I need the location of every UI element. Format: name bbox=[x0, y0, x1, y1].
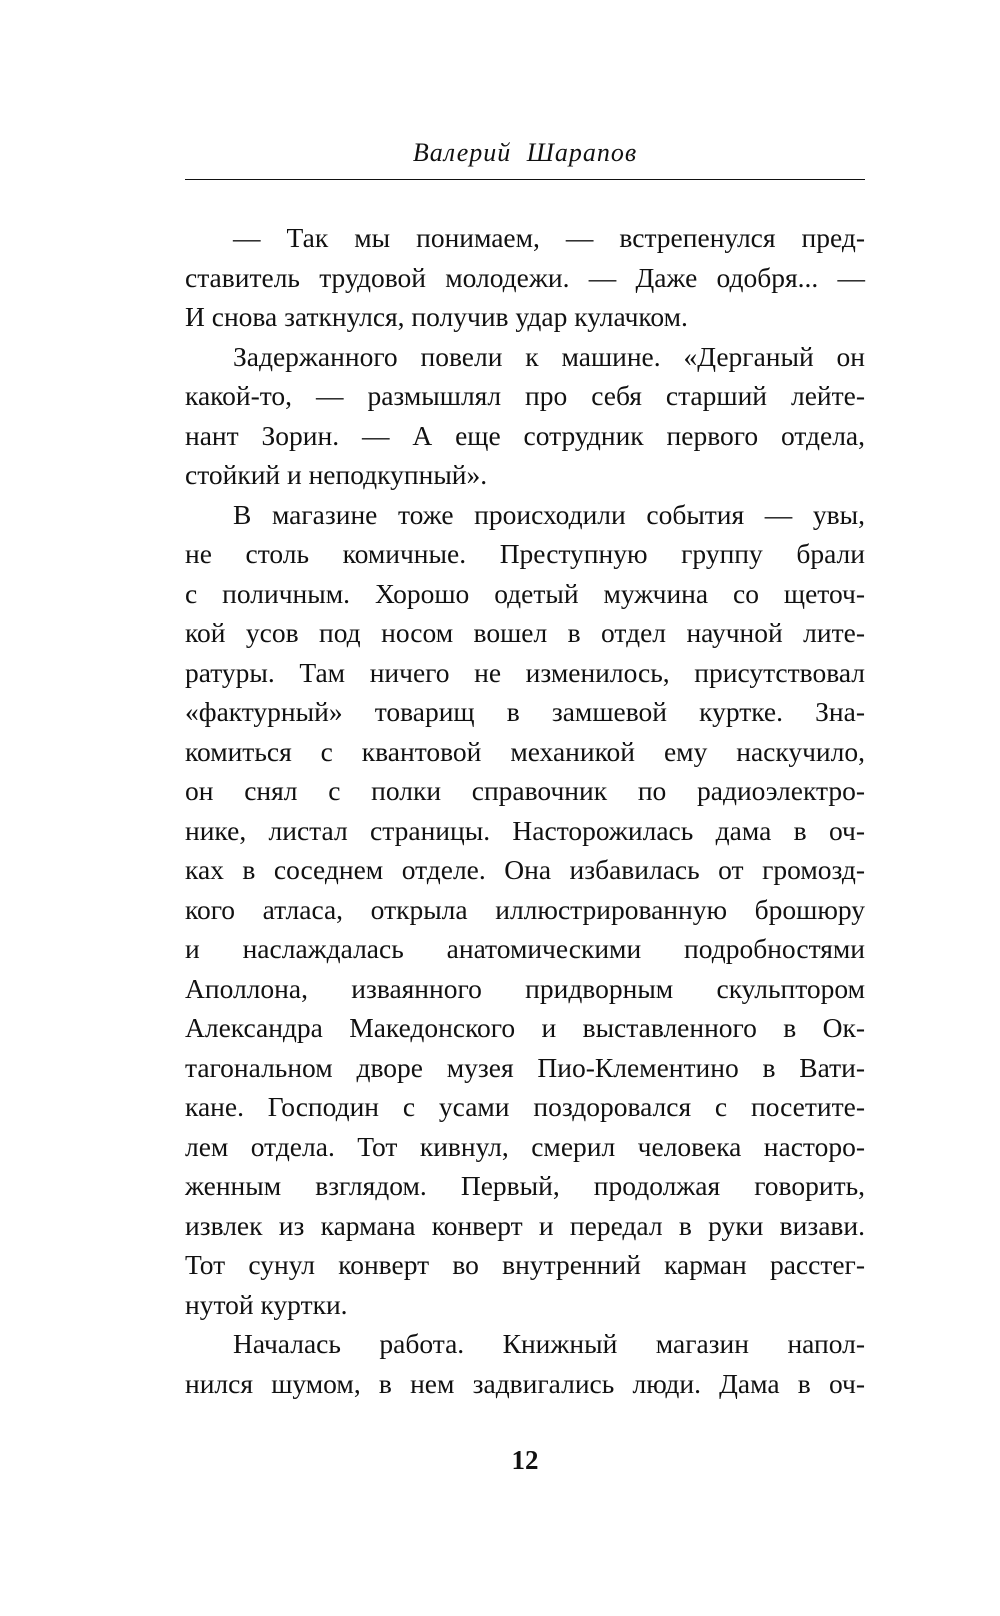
text-line: Задержанного повели к машине. «Дерганый он bbox=[233, 340, 865, 372]
text-line: кого атласа, открыла иллюстрированную брошюру bbox=[185, 893, 865, 925]
text-line: нутой куртки. bbox=[185, 1288, 348, 1320]
text-line: Началась работа. Книжный магазин напол- bbox=[233, 1328, 865, 1359]
text-line: комиться с квантовой механикой ему наскучило, bbox=[185, 735, 865, 767]
text-line: и наслаждалась анатомическими подробностями bbox=[185, 933, 865, 964]
text-line: Александра Македонского и выставленного в Ок- bbox=[185, 1012, 865, 1043]
text-line: ках в соседнем отделе. Она избавилась от громозд- bbox=[185, 854, 865, 885]
text-line: нике, листал страницы. Насторожилась дама в оч- bbox=[185, 814, 865, 846]
page-number: 12 bbox=[511, 1445, 539, 1475]
text-line: нант Зорин. — А еще сотрудник первого отдела, bbox=[185, 419, 865, 451]
text-line: не столь комичные. Преступную группу брали bbox=[185, 538, 865, 569]
text-line: извлек из кармана конверт и передал в руки визави. bbox=[185, 1209, 865, 1241]
text-line: «фактурный» товарищ в замшевой куртке. Зна- bbox=[185, 696, 865, 727]
text-line: ставитель трудовой молодежи. — Даже одобря... — bbox=[185, 261, 865, 293]
paragraph bbox=[185, 218, 865, 337]
body-text bbox=[185, 218, 865, 1403]
paragraph bbox=[185, 495, 865, 1325]
text-line: — Так мы понимаем, — встрепенулся пред- bbox=[233, 222, 865, 253]
header-rule bbox=[185, 179, 865, 180]
text-line: В магазине тоже происходили события — увы, bbox=[233, 498, 865, 530]
text-line: нился шумом, в нем задвигались люди. Дама в оч- bbox=[185, 1367, 865, 1399]
text-line: лем отдела. Тот кивнул, смерил человека насторо- bbox=[185, 1130, 865, 1162]
text-line: Тот сунул конверт во внутренний карман расстег- bbox=[185, 1249, 865, 1280]
paragraph bbox=[185, 337, 865, 495]
text-line: женным взглядом. Первый, продолжая говорить, bbox=[185, 1170, 865, 1201]
text-line: тагональном дворе музея Пио-Клементино в Вати- bbox=[185, 1051, 865, 1083]
text-line: кане. Господин с усами поздоровался с посетите- bbox=[185, 1091, 865, 1122]
text-line: ратуры. Там ничего не изменилось, присутствовал bbox=[185, 656, 865, 688]
text-line: кой усов под носом вошел в отдел научной лите- bbox=[185, 617, 865, 648]
running-header: Валерий Шарапов bbox=[412, 138, 638, 167]
text-line: Аполлона, изваянного придворным скульптором bbox=[185, 972, 865, 1004]
text-line: с поличным. Хорошо одетый мужчина со щеточ- bbox=[185, 577, 865, 609]
text-line: И снова заткнулся, получив удар кулачком. bbox=[185, 301, 688, 332]
text-line: стойкий и неподкупный». bbox=[185, 459, 488, 490]
text-line: он снял с полки справочник по радиоэлектро- bbox=[185, 775, 865, 806]
paragraph bbox=[185, 1324, 865, 1403]
text-line: какой-то, — размышлял про себя старший лейте- bbox=[185, 380, 865, 411]
